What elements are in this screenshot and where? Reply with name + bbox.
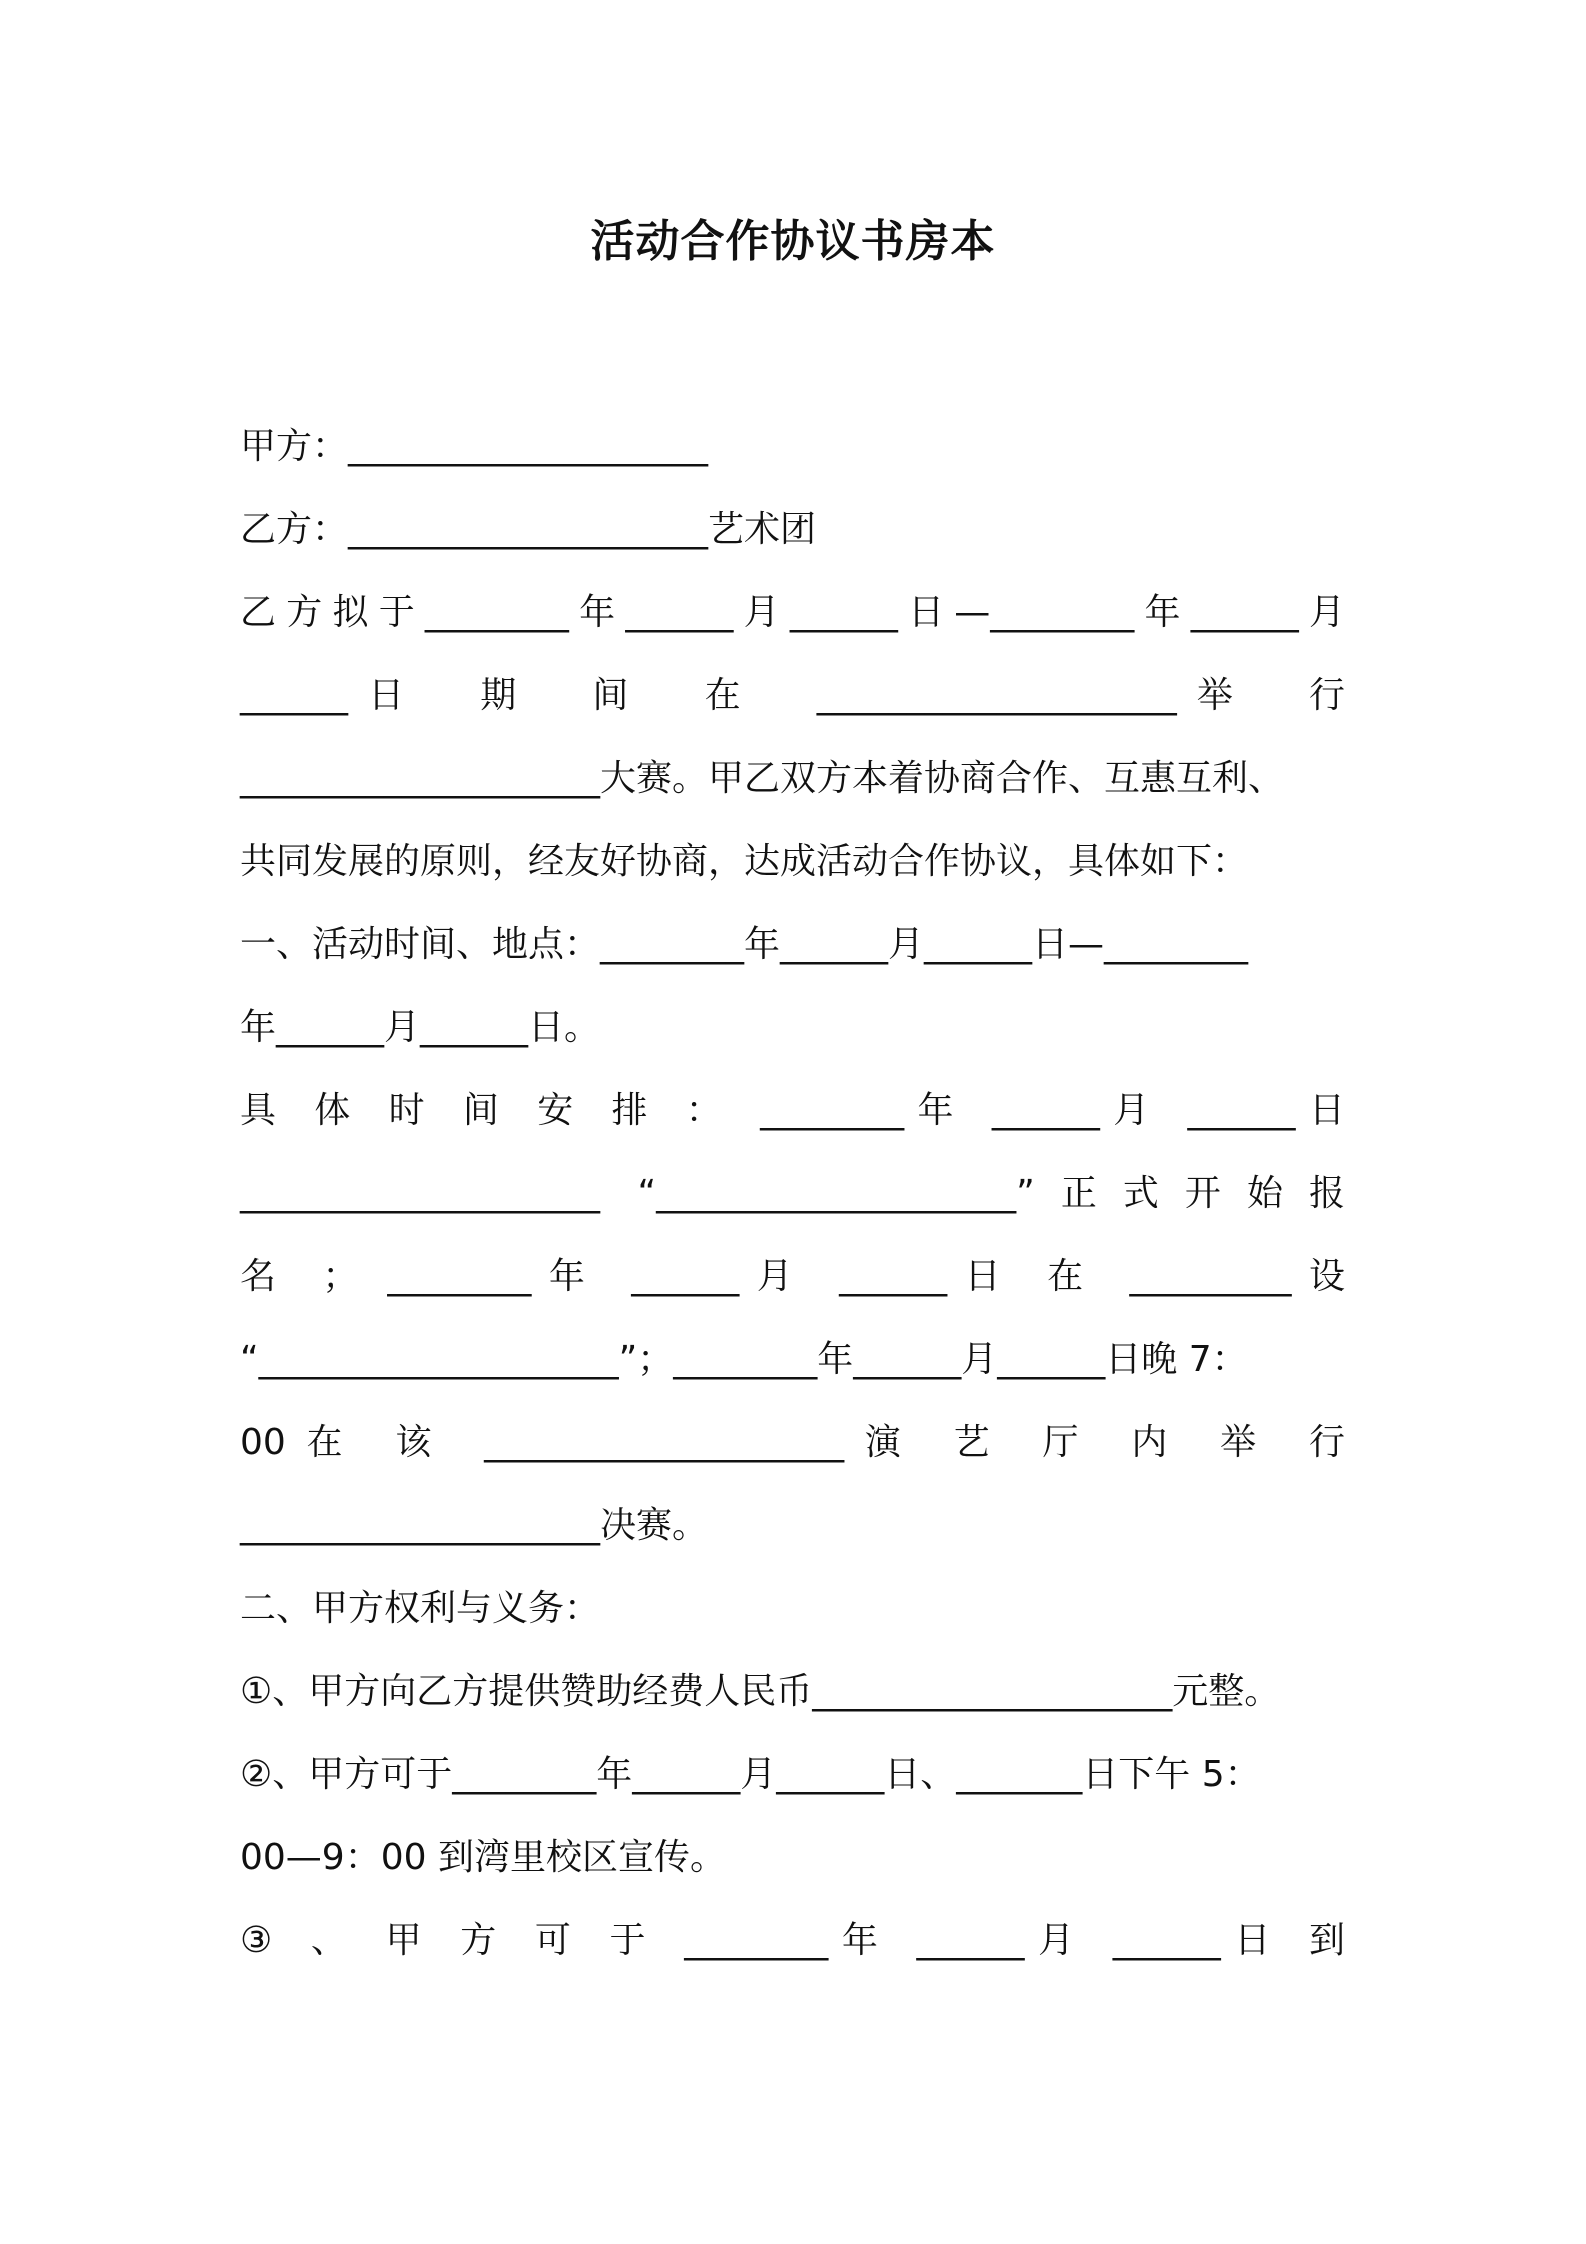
party-a-line: 甲方：____________________ (240, 426, 709, 467)
paragraph-line: ____________________大赛。甲乙双方本着协商合作、互惠互利、 (240, 758, 1285, 799)
clause-line: ①、甲方向乙方提供赞助经费人民币____________________元整。 (240, 1671, 1281, 1712)
paragraph-line: 共同发展的原则，经友好协商，达成活动合作协议，具体如下： (240, 841, 1249, 882)
paragraph-line: ____________________决赛。 (240, 1505, 709, 1546)
paragraph-line: 具 体 时 间 安 排 ： ________年 ______月 ______日 (240, 1090, 1345, 1131)
clause-line: ③ 、 甲 方 可 于 ________年 ______月 ______日 到 (240, 1920, 1345, 1961)
section-heading-line: 一、活动时间、地点：________年______月______日—________ (240, 924, 1249, 965)
party-b-line: 乙方：____________________艺术团 (240, 509, 817, 550)
clause-line: 00—9：00 到湾里校区宣传。 (240, 1837, 726, 1878)
paragraph-line: “____________________”；________年______月______日晚 7： (240, 1339, 1248, 1380)
paragraph-line: 名 ； ________年 ______月 ______日 在 _________设 (240, 1256, 1345, 1297)
paragraph-line: 年______月______日。 (240, 1007, 601, 1048)
document-body (240, 405, 1345, 1982)
document-title: 活动合作协议书房本 (590, 216, 996, 267)
paragraph-line: ______日 期 间 在 ____________________举 行 (240, 675, 1345, 716)
section-heading-line: 二、甲方权利与义务： (240, 1588, 601, 1629)
clause-line: ②、甲方可于________年______月______日、_______日下午 5： (240, 1754, 1261, 1795)
paragraph-line: ____________________ “____________________”正式开始报 (240, 1173, 1345, 1214)
paragraph-line: 乙方拟于________年______月______日—________年______月 (240, 592, 1345, 633)
paragraph-line: 00在 该 ____________________演 艺 厅 内 举 行 (240, 1422, 1345, 1463)
